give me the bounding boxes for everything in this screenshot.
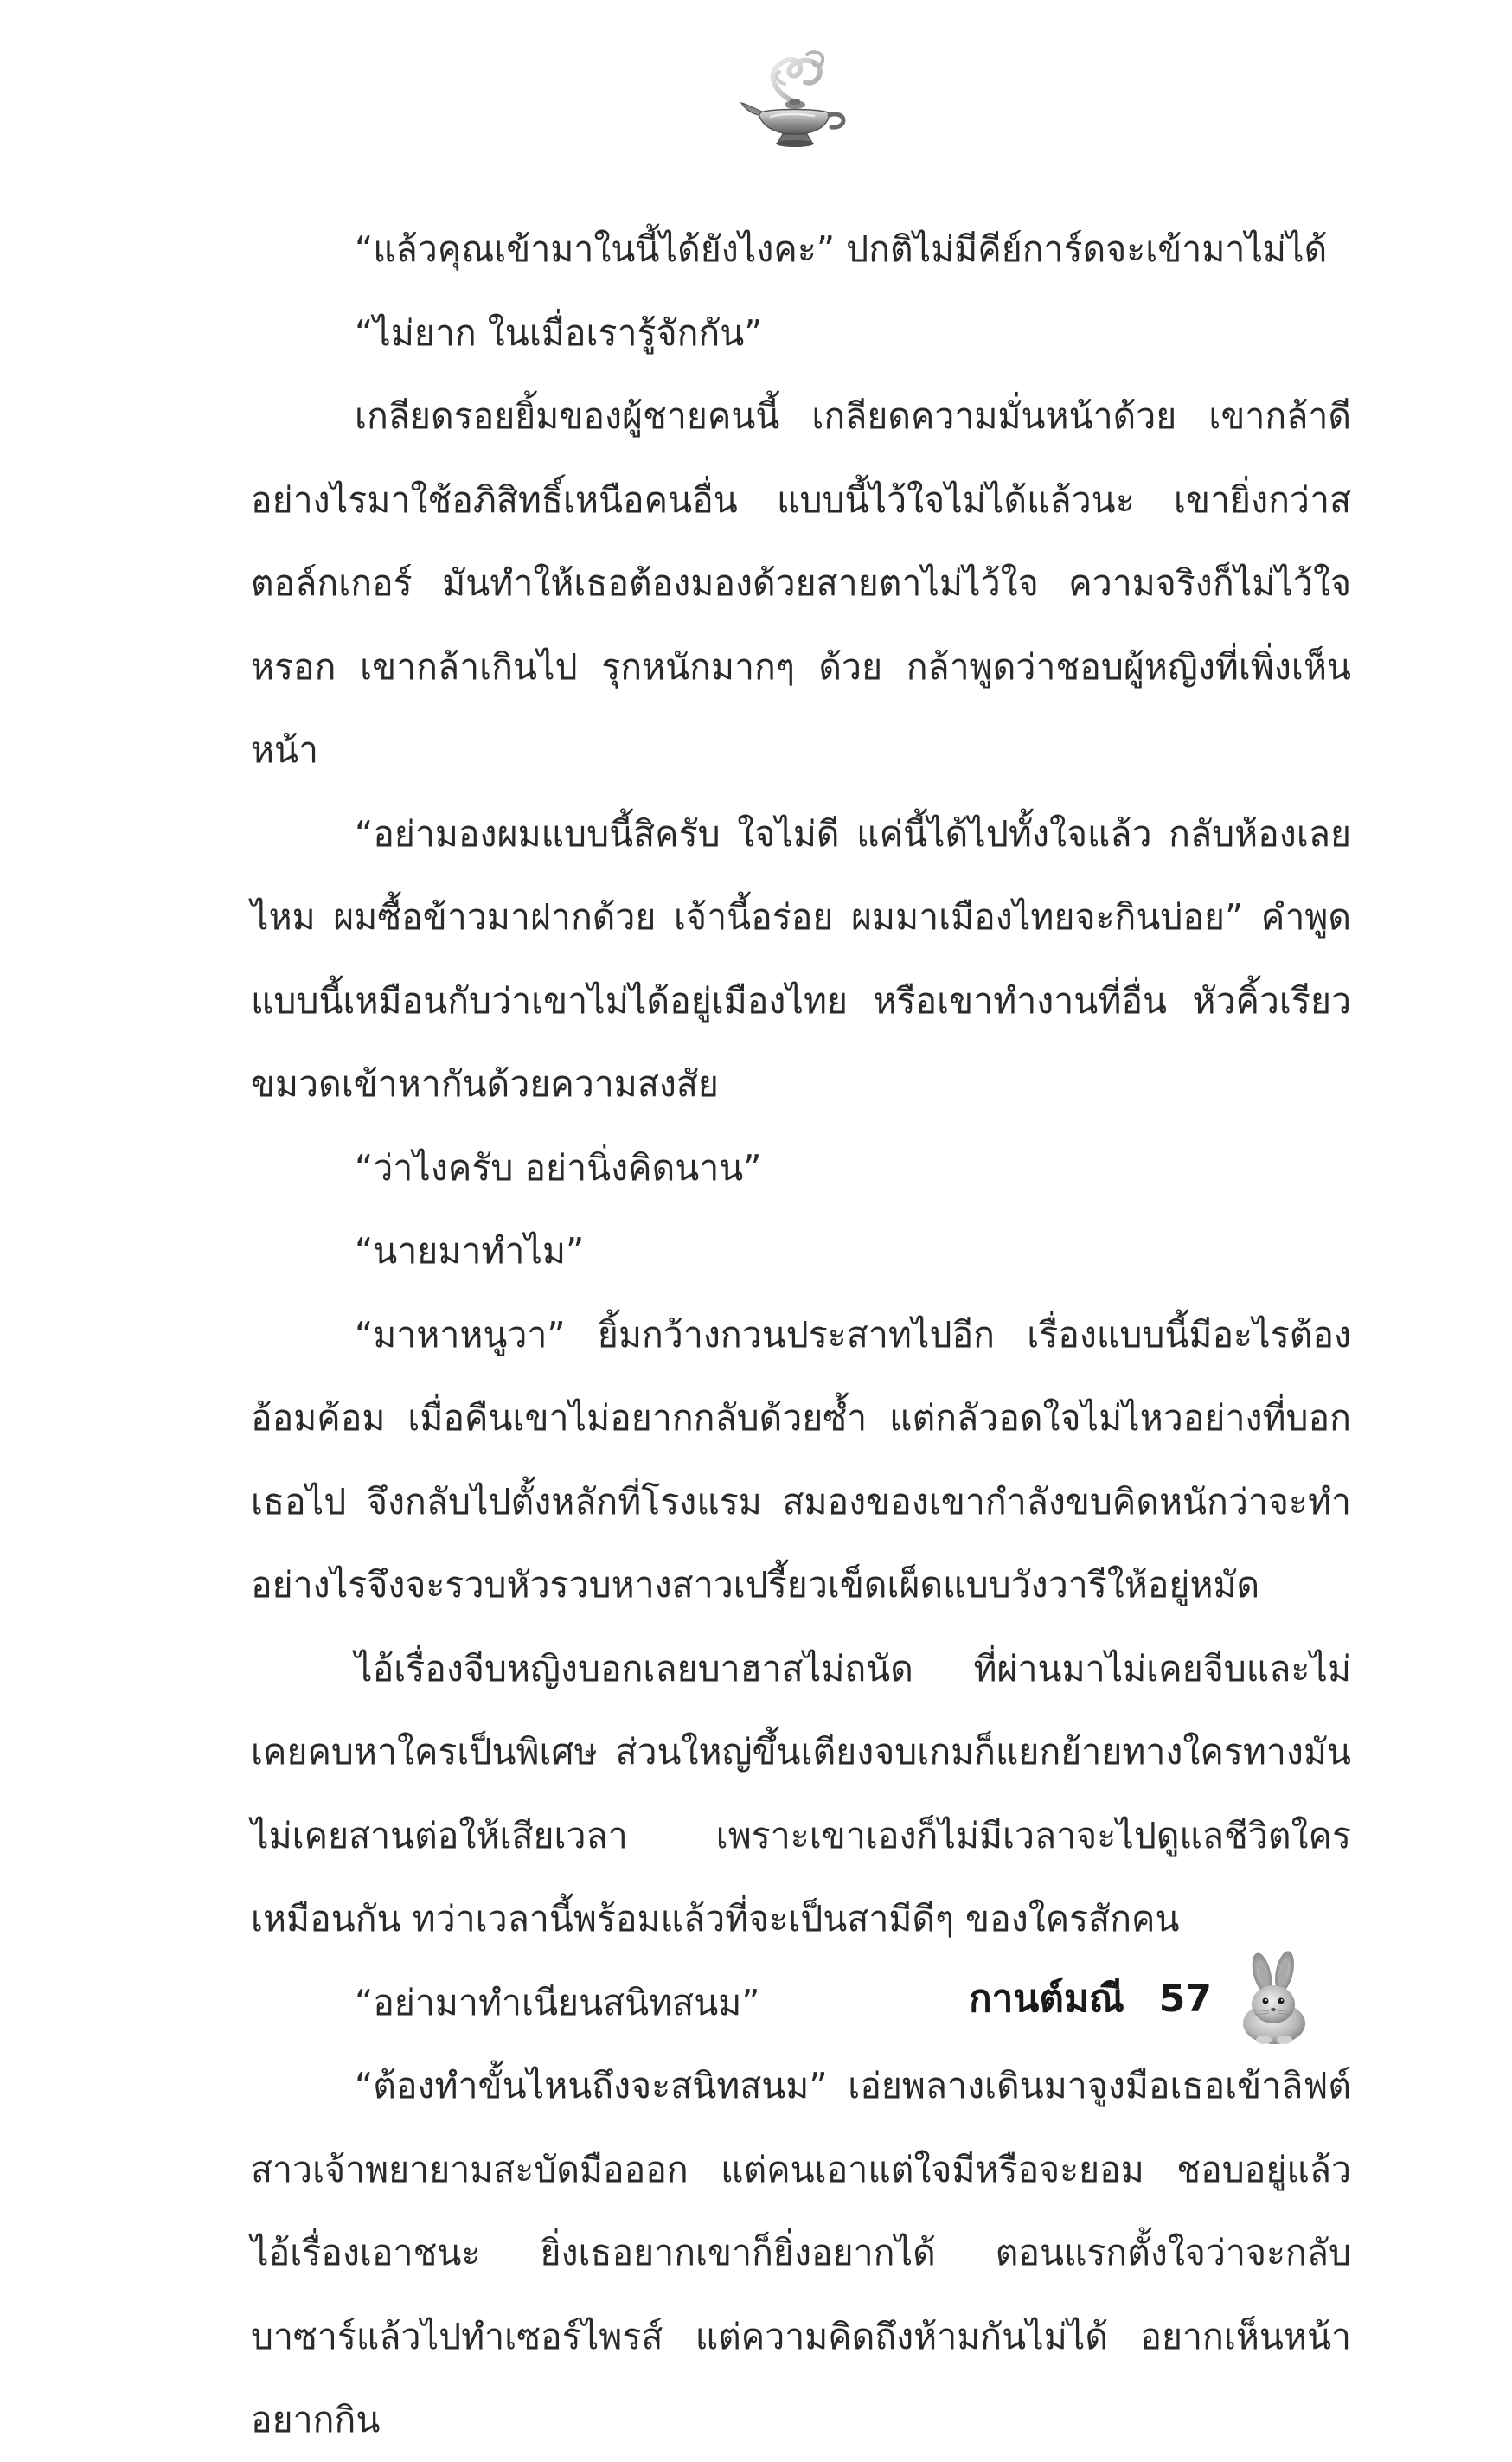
paragraph: “แล้วคุณเข้ามาในนี้ได้ยังไงคะ” ปกติไม่มีคีย์การ์ดจะเข้ามาไม่ได้ bbox=[355, 228, 1328, 270]
paragraph: เกลียดรอยยิ้มของผู้ชายคนนี้ เกลียดความมั่นหน้าด้วย เขากล้าดีอย่างไรมาใช้อภิสิทธิ์เหนือคนอื่น แบบนี้ไว้ใจไม่ได้แล้วนะ เขายิ่งกว่าสตอล์กเกอร์ มันทำให้เธอต้องมองด้วยสายตาไม่ไว้ใจ ความจริงก็ไม่ไว้ใจหรอก เขากล้าเกินไป รุกหนักมากๆ ด้วย กล้าพูดว่าชอบผู้หญิงที่เพิ่งเห็นหน้า bbox=[251, 395, 1351, 771]
page-footer bbox=[969, 1946, 1317, 2050]
paragraph: “อย่ามองผมแบบนี้สิครับ ใจไม่ดี แค่นี้ได้ไปทั้งใจแล้ว กลับห้องเลยไหม ผมซื้อข้าวมาฝากด้วย เจ้านี้อร่อย ผมมาเมืองไทยจะกินบ่อย” คำพูดแบบนี้เหมือนกับว่าเขาไม่ได้อยู่เมืองไทย หรือเขาทำงานที่อื่น หัวคิ้วเรียวขมวดเข้าหากันด้วยความสงสัย bbox=[251, 812, 1351, 1105]
genie-lamp-icon bbox=[740, 48, 852, 151]
author-name: กานต์มณี bbox=[968, 1977, 1124, 2021]
paragraph: “ต้องทำขั้นไหนถึงจะสนิทสนม” เอ่ยพลางเดินมาจูงมือเธอเข้าลิฟต์ สาวเจ้าพยายามสะบัดมือออก แต่คนเอาแต่ใจมีหรือจะยอม ชอบอยู่แล้ว ไอ้เรื่องเอาชนะ ยิ่งเธอยากเขาก็ยิ่งอยากได้ ตอนแรกตั้งใจว่าจะกลับบาซาร์แล้วไปทำเซอร์ไพรส์ แต่ความคิดถึงห้ามกันไม่ได้ อยากเห็นหน้า อยากกิน bbox=[251, 2065, 1351, 2440]
paragraph: “นายมาทำไม” bbox=[355, 1230, 585, 1272]
paragraph: ไอ้เรื่องจีบหญิงบอกเลยบาฮาสไม่ถนัด ที่ผ่านมาไม่เคยจีบและไม่เคยคบหาใครเป็นพิเศษ ส่วนใหญ่ขึ้นเตียงจบเกมก็แยกย้ายทางใครทางมัน ไม่เคยสานต่อให้เสียเวลา เพราะเขาเองก็ไม่มีเวลาจะไปดูแลชีวิตใครเหมือนกัน ทว่าเวลานี้พร้อมแล้วที่จะเป็นสามีดีๆ ของใครสักคน bbox=[251, 1647, 1351, 1939]
paragraph: “อย่ามาทำเนียนสนิทสนม” bbox=[355, 1981, 760, 2023]
paragraph: “มาหาหนูวา” ยิ้มกว้างกวนประสาทไปอีก เรื่องแบบนี้มีอะไรต้องอ้อมค้อม เมื่อคืนเขาไม่อยากกลับด้วยซ้ำ แต่กลัวอดใจไม่ไหวอย่างที่บอกเธอไป จึงกลับไปตั้งหลักที่โรงแรม สมองของเขากำลังขบคิดหนักว่าจะทำอย่างไรจึงจะรวบหัวรวบหางสาวเปรี้ยวเข็ดเผ็ดแบบวังวารีให้อยู่หมัด bbox=[251, 1313, 1351, 1606]
page-number: 57 bbox=[1158, 1976, 1212, 2021]
paragraph: “ว่าไงครับ อย่านิ่งคิดนาน” bbox=[355, 1146, 762, 1189]
paragraph: “ไม่ยาก ในเมื่อเรารู้จักกัน” bbox=[355, 311, 763, 354]
rabbit-icon bbox=[1231, 1951, 1317, 2046]
